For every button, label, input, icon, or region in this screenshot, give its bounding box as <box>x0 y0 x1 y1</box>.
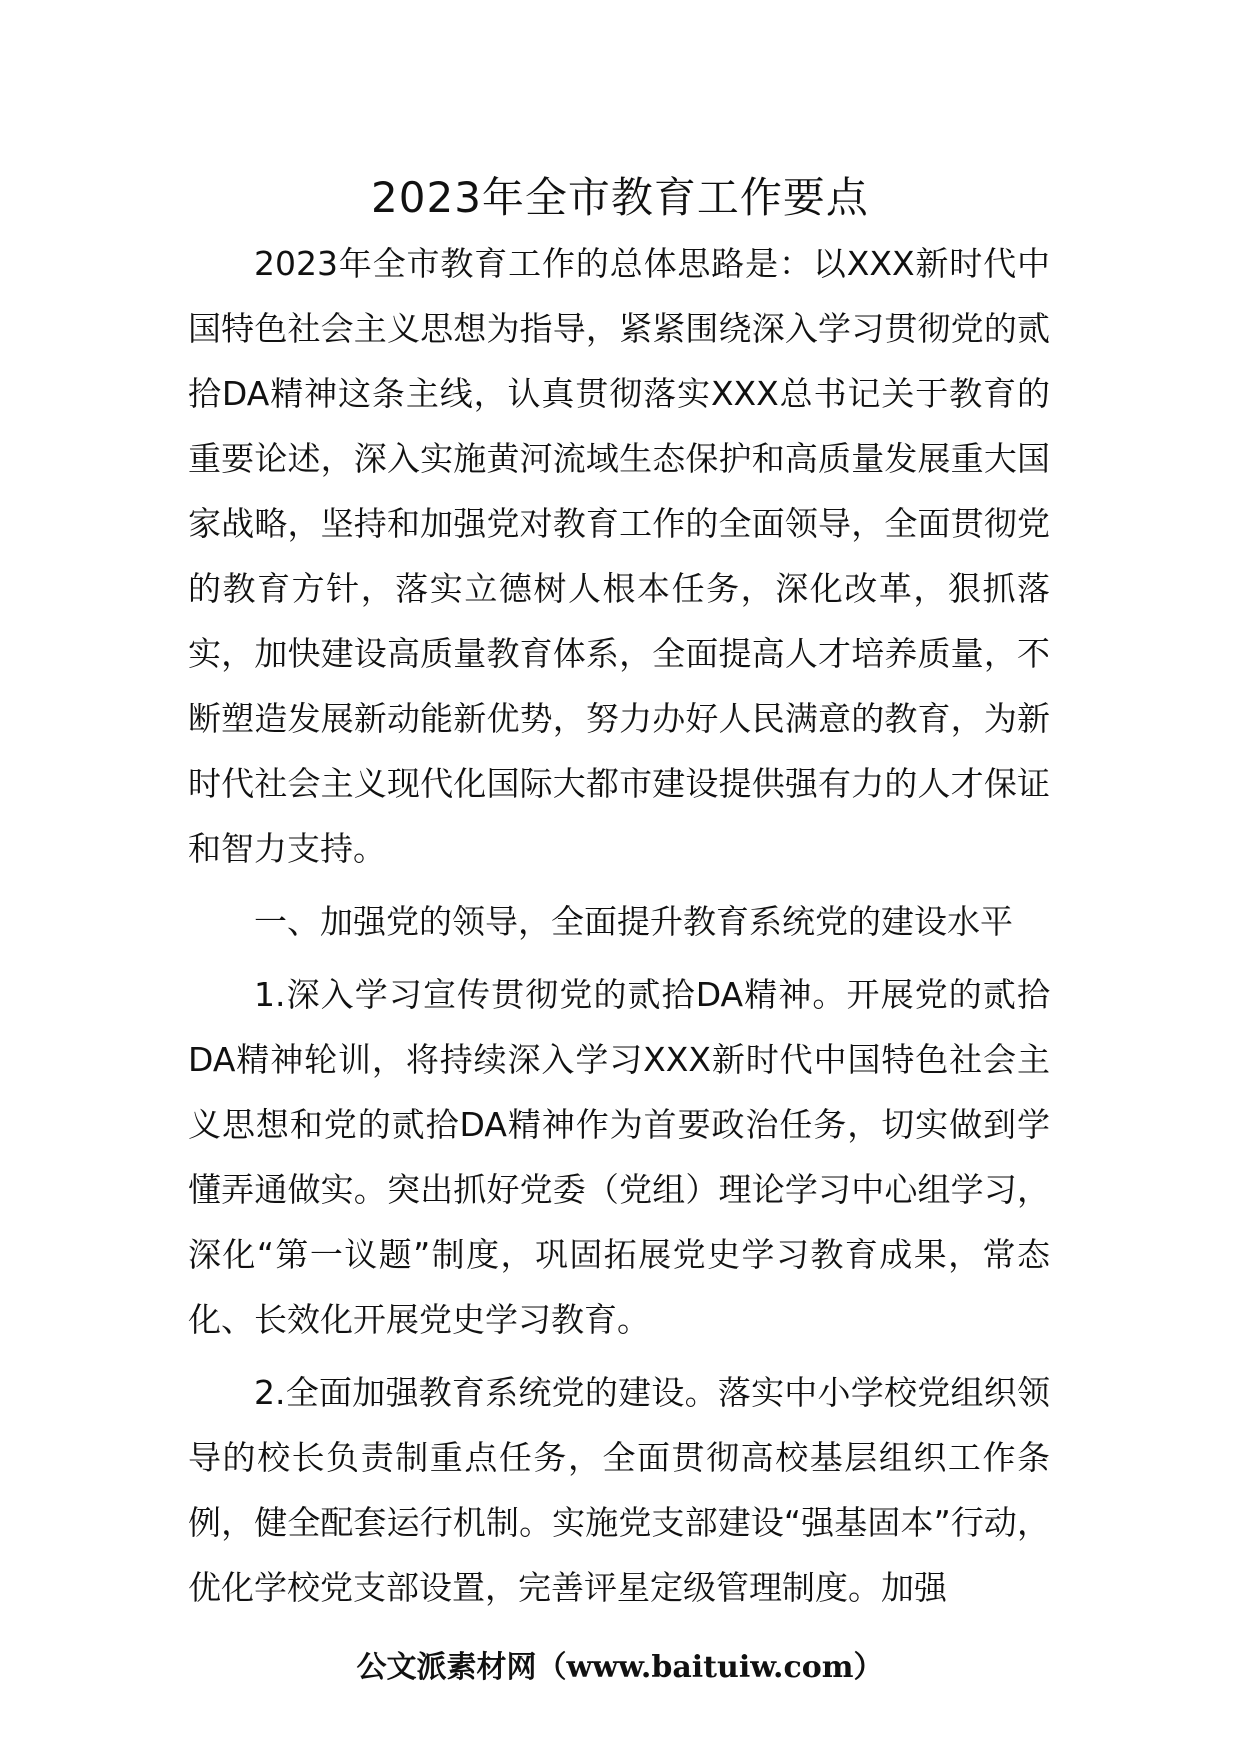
section-heading: 一、加强党的领导，全面提升教育系统党的建设水平 <box>254 902 1013 941</box>
document-body <box>188 231 1050 1620</box>
document-title: 2023年全市教育工作要点 <box>371 173 869 222</box>
item-paragraph-1: 1.深入学习宣传贯彻党的贰拾DA精神。开展党的贰拾DA精神轮训，将持续深入学习XXX新时代中国特色社会主义思想和党的贰拾DA精神作为首要政治任务，切实做到学懂弄通做实。突出抓好党委（党组）理论学习中心组学习，深化“第一议题”制度，巩固拓展党史学习教育成果，常态化、长效化开展党史学习教育。 <box>188 975 1050 1339</box>
footer-watermark: 公文派素材网（www.baituiw.com） <box>356 1650 884 1685</box>
intro-paragraph: 2023年全市教育工作的总体思路是：以XXX新时代中国特色社会主义思想为指导，紧紧围绕深入学习贯彻党的贰拾DA精神这条主线，认真贯彻落实XXX总书记关于教育的重要论述，深入实施黄河流域生态保护和高质量发展重大国家战略，坚持和加强党对教育工作的全面领导，全面贯彻党的教育方针，落实立德树人根本任务，深化改革，狠抓落实，加快建设高质量教育体系，全面提高人才培养质量，不断塑造发展新动能新优势，努力办好人民满意的教育，为新时代社会主义现代化国际大都市建设提供强有力的人才保证和智力支持。 <box>188 244 1050 868</box>
item-paragraph-2: 2.全面加强教育系统党的建设。落实中小学校党组织领导的校长负责制重点任务，全面贯彻高校基层组织工作条例，健全配套运行机制。实施党支部建设“强基固本”行动，优化学校党支部设置，完善评星定级管理制度。加强 <box>188 1373 1050 1607</box>
